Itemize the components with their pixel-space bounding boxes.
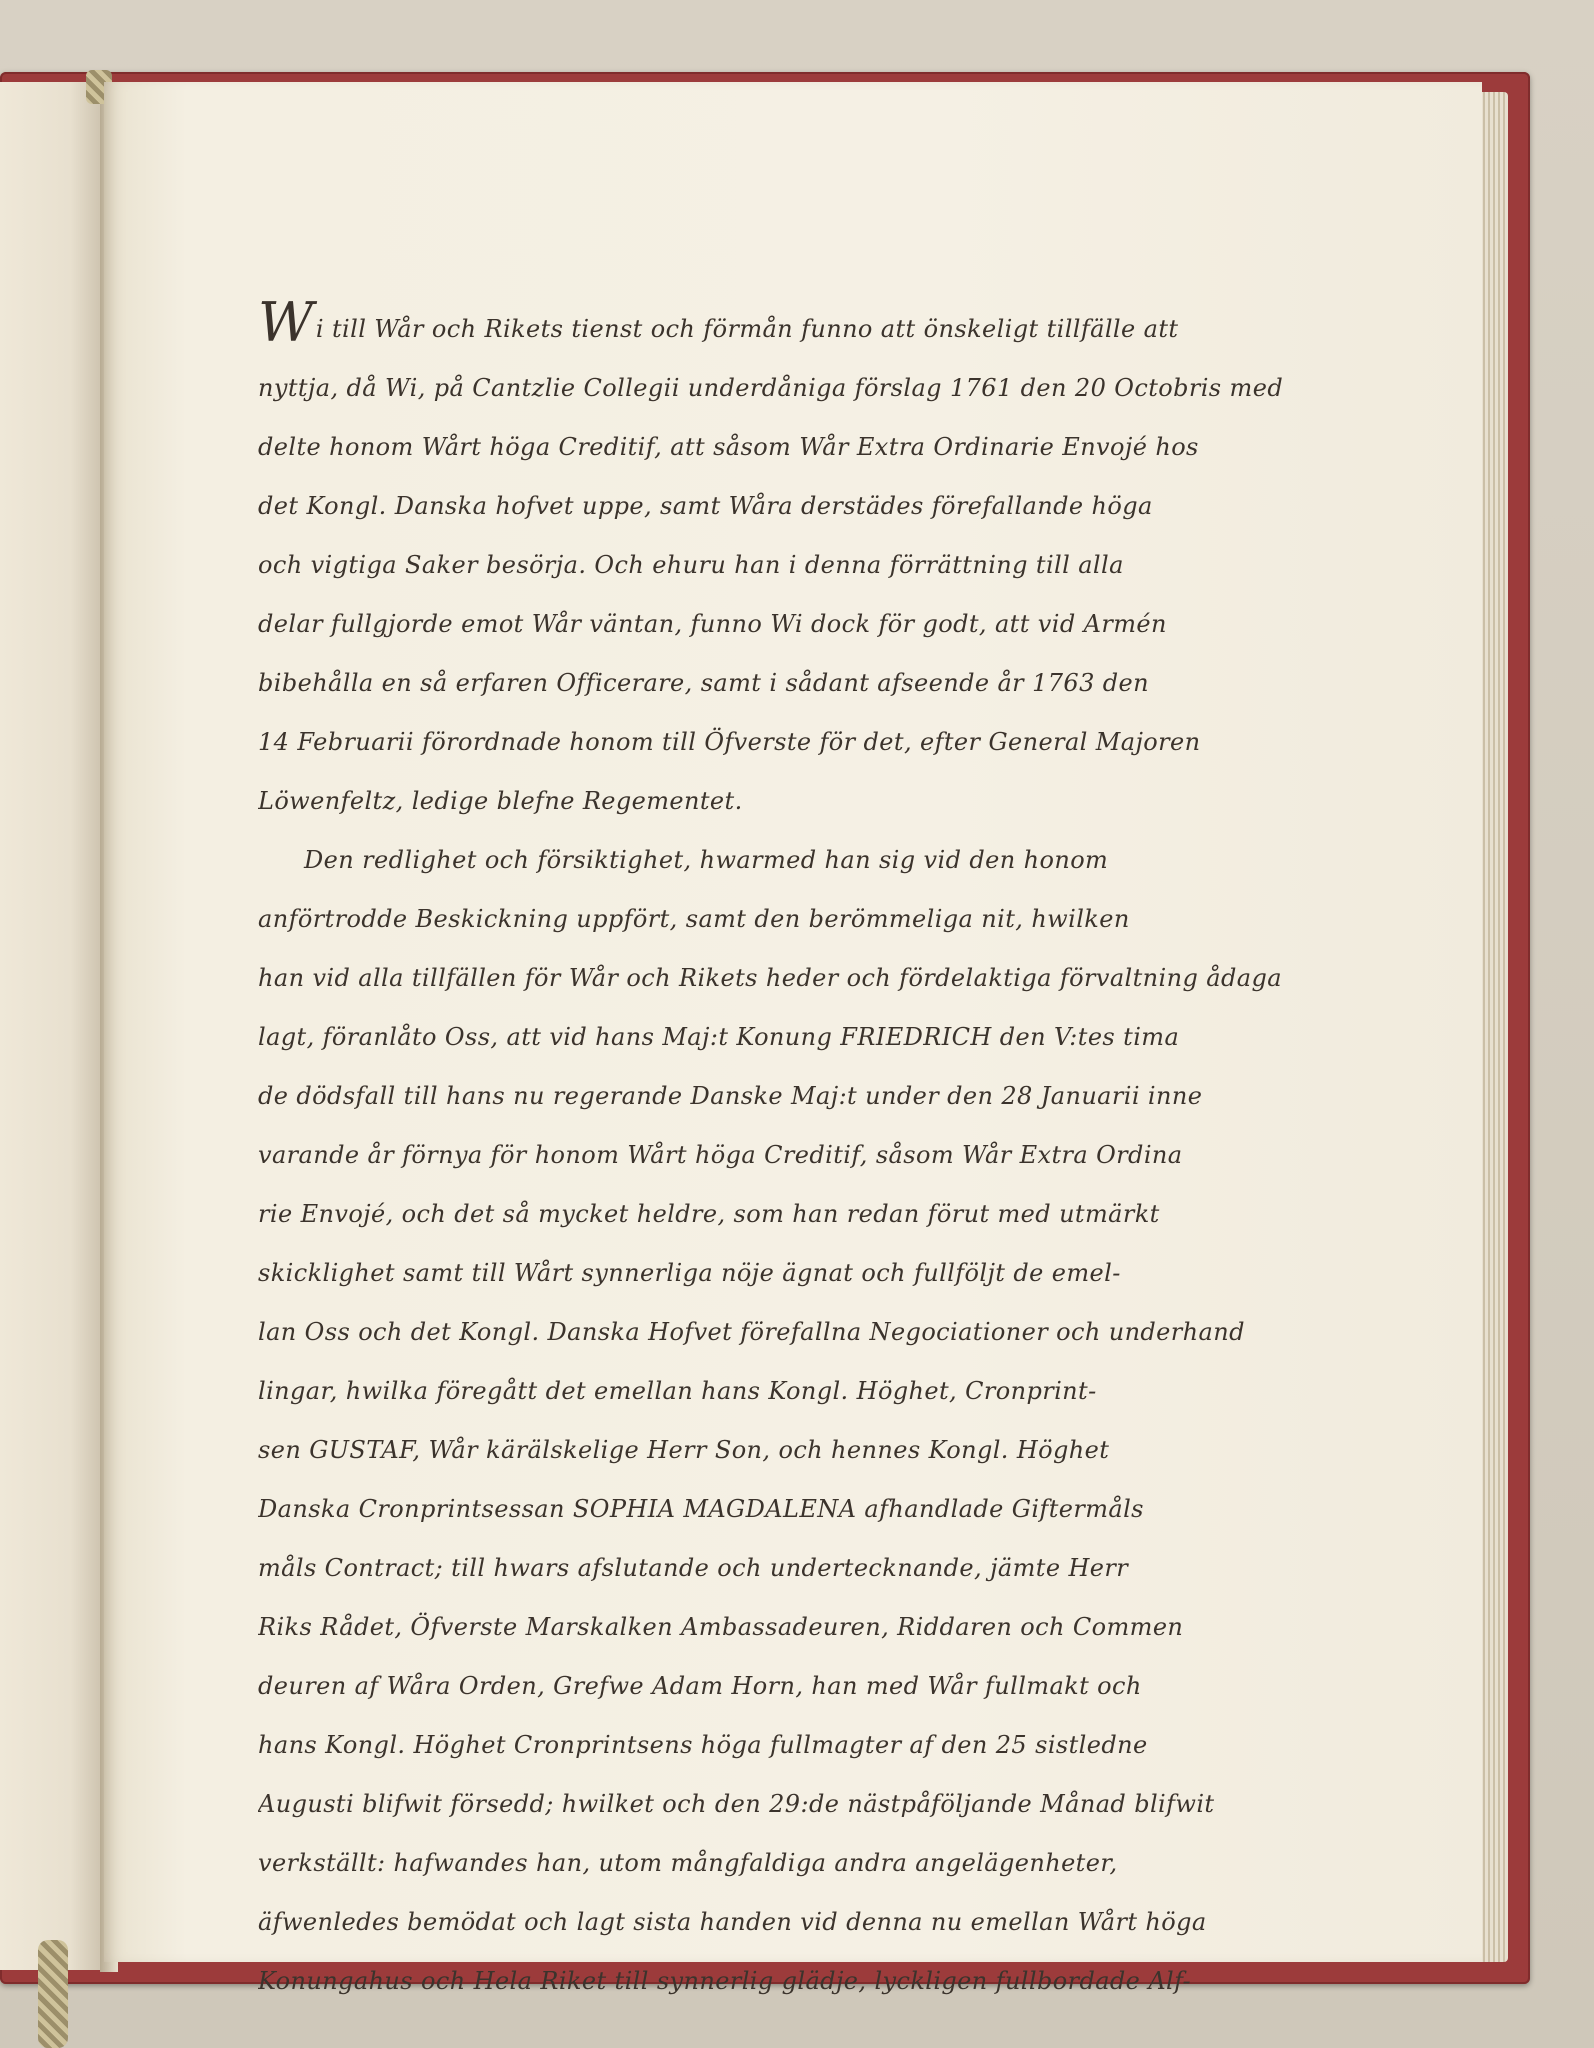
- manuscript-line: skicklighet samt till Wårt synnerliga nöje ägnat och fullföljt de emel-: [258, 1259, 1121, 1287]
- manuscript-line: Konungahus och Hela Riket till synnerlig glädje, lyckligen fullbordade Alf-: [258, 1967, 1192, 1995]
- manuscript-line: Löwenfeltz, ledige blefne Regementet.: [258, 787, 743, 815]
- manuscript-line: Augusti blifwit försedd; hwilket och den 29:de nästpåföljande Månad blifwit: [258, 1790, 1215, 1818]
- drop-cap-initial: W: [258, 300, 314, 354]
- manuscript-line: delar fullgjorde emot Wår väntan, funno Wi dock för godt, att vid Armén: [258, 610, 1167, 638]
- manuscript-line: sen GUSTAF, Wår kärälskelige Herr Son, och hennes Kongl. Höghet: [258, 1436, 1110, 1464]
- manuscript-line: verkställt: hafwandes han, utom mångfaldiga andra angelägenheter,: [258, 1849, 1118, 1877]
- manuscript-line: hans Kongl. Höghet Cronprintsens höga fullmagter af den 25 sistledne: [258, 1731, 1148, 1759]
- manuscript-line: Wi till Wår och Rikets tienst och förmån funno att önskeligt tillfälle att: [258, 300, 1318, 359]
- manuscript-line: Den redlighet och försiktighet, hwarmed han sig vid den honom: [304, 846, 1109, 874]
- manuscript-line: nyttja, då Wi, på Cantzlie Collegii underdåniga förslag 1761 den 20 Octobris med: [258, 374, 1284, 402]
- manuscript-line: varande år förnya för honom Wårt höga Creditif, såsom Wår Extra Ordina: [258, 1141, 1183, 1169]
- left-page: [0, 82, 102, 1970]
- manuscript-line: äfwenledes bemödat och lagt sista handen vid denna nu emellan Wårt höga: [258, 1908, 1207, 1936]
- manuscript-line: rie Envojé, och det så mycket heldre, som han redan förut med utmärkt: [258, 1200, 1160, 1228]
- manuscript-line: och vigtiga Saker besörja. Och ehuru han i denna förrättning till alla: [258, 551, 1124, 579]
- manuscript-text: [258, 300, 1318, 2011]
- manuscript-line: lan Oss och det Kongl. Danska Hofvet förefallna Negociationer och underhand: [258, 1318, 1245, 1346]
- manuscript-line: lingar, hwilka föregått det emellan hans Kongl. Höghet, Cronprint-: [258, 1377, 1097, 1405]
- manuscript-line: bibehålla en så erfaren Officerare, samt i sådant afseende år 1763 den: [258, 669, 1150, 697]
- manuscript-line: de dödsfall till hans nu regerande Danske Maj:t under den 28 Januarii inne: [258, 1082, 1203, 1110]
- manuscript-line: han vid alla tillfällen för Wår och Rikets heder och fördelaktiga förvaltning ådaga: [258, 964, 1282, 992]
- manuscript-line: Riks Rådet, Öfverste Marskalken Ambassadeuren, Riddaren och Commen: [258, 1613, 1184, 1641]
- manuscript-line: anförtrodde Beskickning uppfört, samt den berömmeliga nit, hwilken: [258, 905, 1130, 933]
- manuscript-line: Danska Cronprintsessan SOPHIA MAGDALENA afhandlade Giftermåls: [258, 1495, 1144, 1523]
- bookmark-ribbon-bottom: [38, 1940, 68, 2048]
- manuscript-line: måls Contract; till hwars afslutande och undertecknande, jämte Herr: [258, 1554, 1129, 1582]
- manuscript-line: 14 Februarii förordnade honom till Öfverste för det, efter General Majoren: [258, 728, 1201, 756]
- manuscript-line: deuren af Wåra Orden, Grefwe Adam Horn, han med Wår fullmakt och: [258, 1672, 1142, 1700]
- manuscript-line: det Kongl. Danska hofvet uppe, samt Wåra derstädes förefallande höga: [258, 492, 1153, 520]
- manuscript-line: delte honom Wårt höga Creditif, att såsom Wår Extra Ordinarie Envojé hos: [258, 433, 1199, 461]
- manuscript-line: lagt, föranlåto Oss, att vid hans Maj:t Konung FRIEDRICH den V:tes tima: [258, 1023, 1180, 1051]
